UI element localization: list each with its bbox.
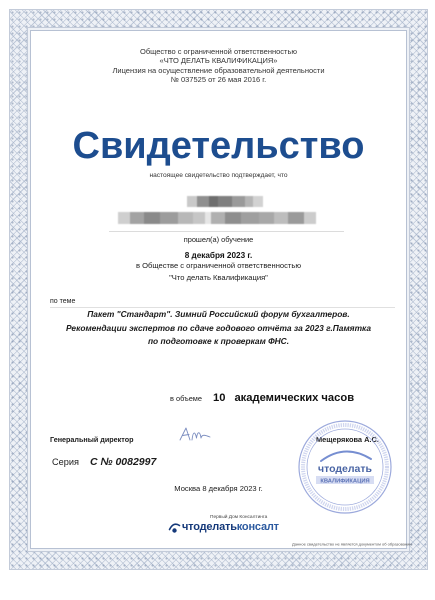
certificate-title: Свидетельство [72, 125, 365, 167]
topic-line: Пакет "Стандарт". Зимний Российский форум бухгалтеров. [87, 309, 350, 319]
company-logo [168, 512, 298, 538]
redacted-block [193, 212, 205, 224]
redacted-block [218, 196, 232, 207]
signatory-name: Мещерякова А.С. [316, 435, 379, 444]
topic-line: Рекомендации экспертов по сдаче годового отчёта за 2023 г.Памятка [65, 322, 372, 333]
topic-label: по теме [50, 298, 76, 305]
volume-hours-count: 10 [213, 392, 226, 404]
redacted-block [225, 212, 241, 224]
name-underline [109, 231, 344, 232]
series-label: Серия [52, 457, 79, 467]
redacted-block [209, 196, 218, 207]
logo-tagline: Первый Дом Консалтинга [210, 514, 268, 520]
logo-wordmark-part2: консалт [236, 521, 279, 533]
redacted-block [288, 212, 304, 224]
redacted-block [259, 212, 274, 224]
disclaimer-note: Данное свидетельство не является документом об образовании [292, 542, 412, 547]
issuer-license: Лицензия на осуществление образовательной деятельности [112, 65, 325, 75]
series-number: С № 0082997 [90, 456, 157, 468]
completion-label: прошел(а) обучение [183, 235, 254, 244]
redacted-block [253, 196, 263, 207]
redacted-block [304, 212, 316, 224]
place-and-date: Москва 8 декабря 2023 г. [174, 484, 263, 493]
issuer-block [9, 47, 428, 84]
redacted-block [160, 212, 178, 224]
issuer-license-number: № 037525 от 26 мая 2016 г. [170, 74, 267, 84]
volume-value [213, 392, 354, 405]
redacted-name-line [187, 196, 263, 207]
volume-label: в объеме [170, 394, 202, 403]
redacted-block [130, 212, 144, 224]
redacted-block [178, 212, 193, 224]
volume-hours-unit: академических часов [234, 392, 355, 404]
stamp-brand: чтоделать [318, 463, 372, 475]
redacted-block [187, 196, 197, 207]
redacted-name-line [118, 212, 316, 224]
company-stamp [297, 419, 393, 515]
stamp-swoosh-icon [321, 451, 371, 461]
issuer-org-name: «ЧТО ДЕЛАТЬ КВАЛИФИКАЦИЯ» [159, 56, 278, 66]
completion-org-name: "Что делать Квалификация" [169, 273, 268, 282]
signature-image [178, 424, 212, 444]
swoosh-icon [168, 521, 181, 534]
redacted-block [197, 196, 209, 207]
redacted-block [211, 212, 225, 224]
topic-text [9, 308, 428, 349]
certificate-frame [9, 9, 428, 570]
signatory-position: Генеральный директор [50, 435, 134, 444]
intro-text: настоящее свидетельство подтверждает, что [149, 172, 288, 179]
redacted-block [241, 212, 259, 224]
completion-date: 8 декабря 2023 г. [184, 251, 253, 260]
issuer-org-type: Общество с ограниченной ответственностью [140, 47, 297, 56]
redacted-block [232, 196, 245, 207]
redacted-block [274, 212, 288, 224]
redacted-block [118, 212, 130, 224]
redacted-block [144, 212, 160, 224]
completion-org-type: в Обществе с ограниченной ответственностью [135, 261, 302, 270]
topic-line: по подготовке к проверкам ФНС. [147, 336, 290, 346]
redacted-block [245, 196, 253, 207]
stamp-subtitle: КВАЛИФИКАЦИЯ [320, 478, 370, 485]
logo-wordmark [182, 521, 279, 534]
logo-wordmark-part1: чтоделать [182, 521, 237, 533]
